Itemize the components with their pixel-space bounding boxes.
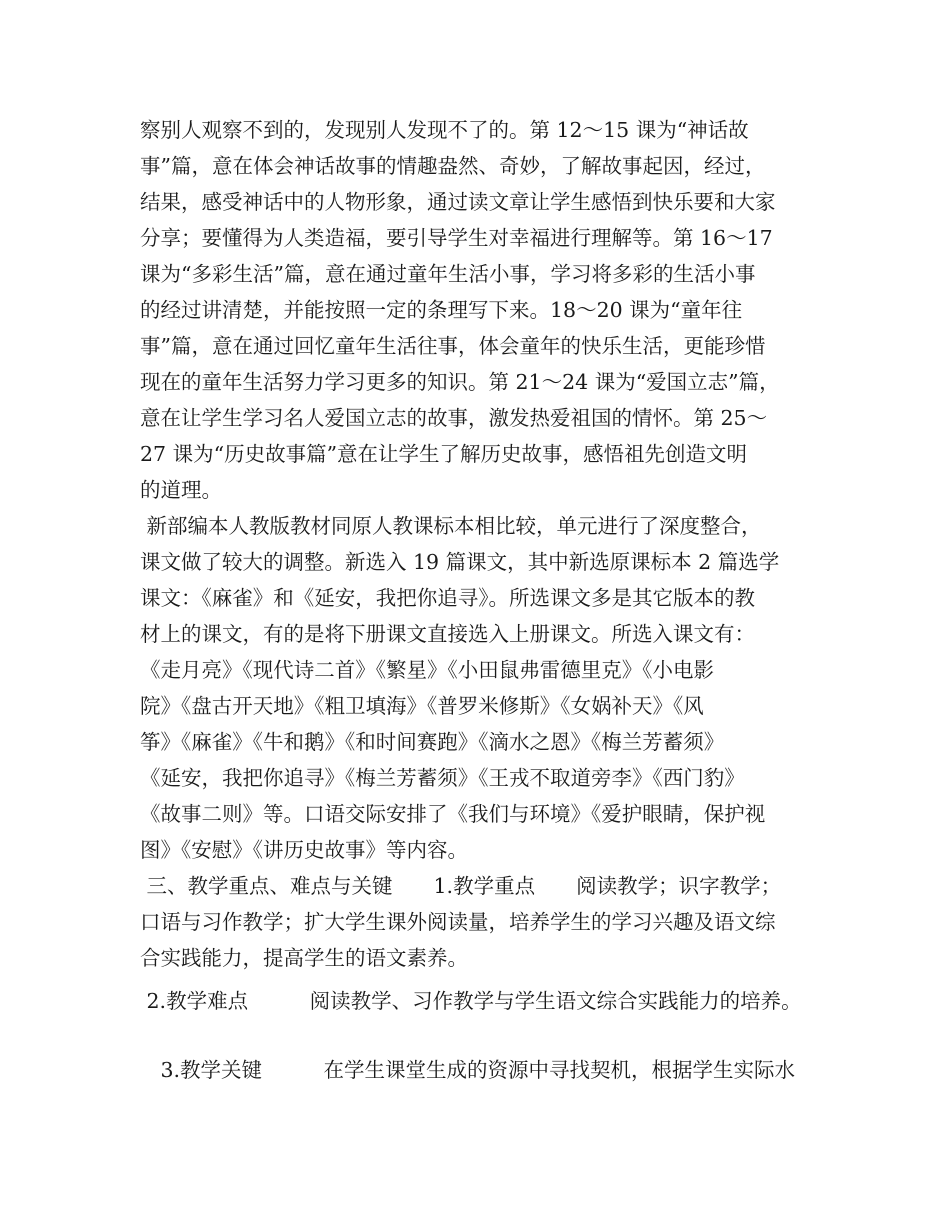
text-line: 27 课为“历史故事篇”意在让学生了解历史故事，感悟祖先创造文明 [140, 442, 748, 466]
text-line: 筝》《麻雀》《牛和鹅》《和时间赛跑》《滴水之恩》《梅兰芳蓄须》 [140, 730, 725, 754]
text-line: 新部编本人教版教材同原人教课标本相比较，单元进行了深度整合， [140, 514, 762, 538]
text-line: 事”篇，意在体会神话故事的情趣盎然、奇妙，了解故事起因，经过， [140, 154, 766, 178]
text-line: 课文做了较大的调整。新选入 19 篇课文，其中新选原课标本 2 篇选学 [140, 550, 780, 574]
text-line: 图》《安慰》《讲历史故事》等内容。 [140, 838, 468, 862]
text-line: 院》《盘古开天地》《粗卫填海》《普罗米修斯》《女娲补天》《风 [140, 694, 704, 718]
text-line: 《走月亮》《现代诗二首》《繁星》《小田鼠弗雷德里克》《小电影 [140, 658, 714, 682]
text-line: 事”篇，意在通过回忆童年生活往事，体会童年的快乐生活，更能珍惜 [140, 334, 766, 358]
text-line: 现在的童年生活努力学习更多的知识。第 21～24 课为“爱国立志”篇， [140, 370, 780, 394]
text-line: 三、教学重点、难点与关键 1.教学重点 阅读教学；识字教学； [140, 874, 782, 898]
text-line: 材上的课文，有的是将下册课文直接选入上册课文。所选入课文有： [140, 622, 755, 646]
text-line: 分享；要懂得为人类造福，要引导学生对幸福进行理解等。第 16～17 [140, 226, 773, 250]
text-line: 的道理。 [140, 478, 222, 502]
text-line: 结果，感受神话中的人物形象，通过读文章让学生感悟到快乐要和大家 [140, 190, 776, 214]
text-line: 《故事二则》等。口语交际安排了《我们与环境》《爱护眼睛，保护视 [140, 802, 766, 826]
text-line: 的经过讲清楚，并能按照一定的条理写下来。18～20 课为“童年往 [140, 298, 743, 322]
text-line: 课为“多彩生活”篇，意在通过童年生活小事，学习将多彩的生活小事 [140, 262, 756, 286]
text-line: 3.教学关键 在学生课堂生成的资源中寻找契机，根据学生实际水 [140, 1058, 796, 1082]
text-line: 《延安，我把你追寻》《梅兰芳蓄须》《王戎不取道旁李》《西门豹》 [140, 766, 745, 790]
text-line: 意在让学生学习名人爱国立志的故事，激发热爱祖国的情怀。第 25～ [140, 406, 768, 430]
text-line: 2.教学难点 阅读教学、习作教学与学生语文综合实践能力的培养。 [140, 989, 802, 1013]
text-line: 口语与习作教学；扩大学生课外阅读量，培养学生的学习兴趣及语文综 [140, 910, 776, 934]
text-line: 察别人观察不到的，发现别人发现不了的。第 12～15 课为“神话故 [140, 118, 749, 142]
text-line: 课文：《麻雀》和《延安，我把你追寻》。所选课文多是其它版本的教 [140, 586, 755, 610]
text-line: 合实践能力，提高学生的语文素养。 [140, 946, 468, 970]
